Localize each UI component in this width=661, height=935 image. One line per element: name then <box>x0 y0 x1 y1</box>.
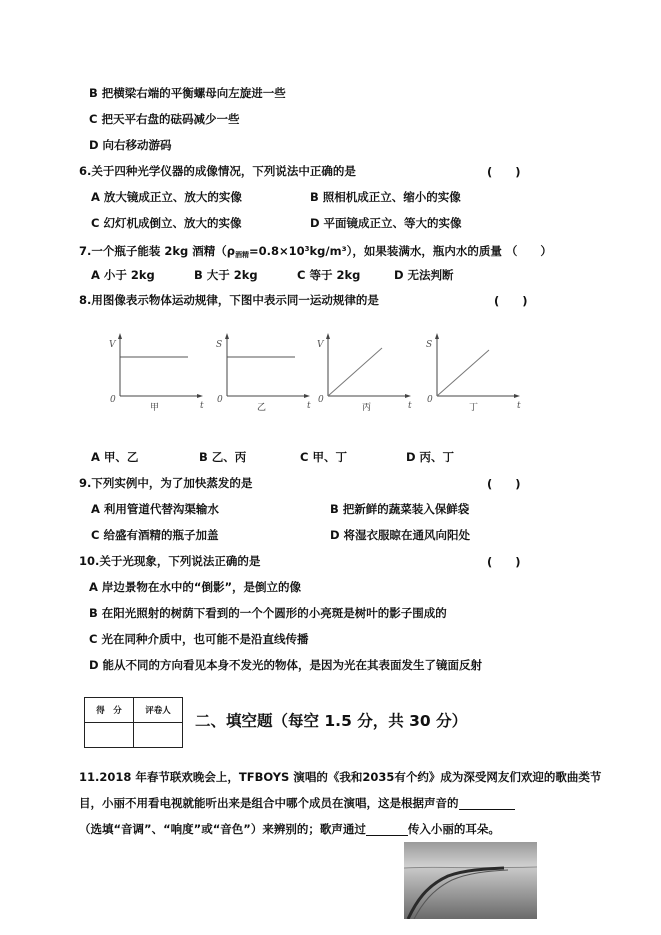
q8-option-d: D 丙、丁 <box>406 450 455 464</box>
q6-answer-paren: ( ) <box>487 165 521 179</box>
q10-answer-paren: ( ) <box>487 555 521 569</box>
q11-blank-1[interactable] <box>459 797 515 810</box>
q10-option-c: C 光在同种介质中，也可能不是沿直线传播 <box>89 632 309 646</box>
q6-option-d: D 平面镜成正立、等大的实像 <box>310 216 462 230</box>
q11-line-2-text: 目，小丽不用看电视就能听出来是组合中哪个成员在演唱，这是根据声音的 <box>79 796 459 810</box>
q11-line-3-text-a: （选填“音调”、“响度”或“音色”）来辨别的；歌声通过 <box>79 822 366 836</box>
q7-option-c: C 等于 2kg <box>297 268 361 282</box>
graph-jia-svg <box>108 330 208 415</box>
q6-option-a: A 放大镜成正立、放大的实像 <box>91 190 242 204</box>
q7-rho-subscript: 酒精 <box>235 251 249 259</box>
q11-line-3 <box>79 822 500 836</box>
bridge-photo <box>404 842 537 919</box>
origin-label: 0 <box>318 395 324 405</box>
score-table <box>84 697 183 748</box>
x-axis-arrow <box>304 394 310 398</box>
graph-jia <box>108 330 208 419</box>
q10-option-b: B 在阳光照射的树荫下看到的一个个圆形的小亮斑是树叶的影子围成的 <box>89 606 447 620</box>
q7-stem-pre: 7.一个瓶子能装 2kg 酒精（ρ <box>79 244 235 258</box>
x-axis-arrow <box>197 394 203 398</box>
q5-option-c: C 把天平右盘的砝码减少一些 <box>89 112 240 126</box>
y-axis-arrow <box>326 333 330 339</box>
score-header: 得 分 <box>85 698 134 723</box>
q11-line-1: 11.2018 年春节联欢晚会上，TFBOYS 演唱的《我和2035有个约》成为深受网友们欢迎的歌曲类节 <box>79 770 602 784</box>
y-axis-label: V <box>317 340 324 350</box>
y-axis-label: S <box>216 340 223 350</box>
q5-option-d: D 向右移动游码 <box>89 138 172 152</box>
q10-stem: 10.关于光现象，下列说法正确的是 <box>79 554 261 568</box>
graph-line <box>437 350 489 396</box>
y-axis-label: S <box>426 340 433 350</box>
graph-caption: 乙 <box>257 403 267 413</box>
q7-stem-mid: =0.8×10 <box>249 244 305 258</box>
y-axis-arrow <box>225 333 229 339</box>
q7-stem-post: kg/m³），如果装满水，瓶内水的质量 （ ） <box>309 244 552 258</box>
graph-ding <box>425 330 525 419</box>
origin-label: 0 <box>427 395 433 405</box>
q9-option-c: C 给盛有酒精的瓶子加盖 <box>91 528 219 542</box>
q7-exponent: 3 <box>304 245 310 253</box>
q7-option-d: D 无法判断 <box>394 268 454 282</box>
sky <box>404 842 537 868</box>
q10-option-a: A 岸边景物在水中的“倒影”，是倒立的像 <box>89 580 302 594</box>
q7-option-a: A 小于 2kg <box>91 268 155 282</box>
grader-header: 评卷人 <box>134 698 183 723</box>
x-axis-label: t <box>307 401 311 411</box>
q10-option-d: D 能从不同的方向看见本身不发光的物体，是因为光在其表面发生了镜面反射 <box>89 658 483 672</box>
y-axis-arrow <box>435 333 439 339</box>
q8-option-b: B 乙、丙 <box>199 450 247 464</box>
q9-stem: 9.下列实例中，为了加快蒸发的是 <box>79 476 253 490</box>
grader-cell[interactable] <box>134 723 183 748</box>
x-axis-arrow <box>405 394 411 398</box>
q11-blank-2[interactable] <box>366 823 408 836</box>
q7-stem <box>79 242 552 262</box>
graph-caption: 丙 <box>362 403 372 413</box>
q7-option-b: B 大于 2kg <box>194 268 258 282</box>
y-axis-arrow <box>118 333 122 339</box>
x-axis-label: t <box>408 401 412 411</box>
score-cell[interactable] <box>85 723 134 748</box>
q6-stem: 6.关于四种光学仪器的成像情况，下列说法中正确的是 <box>79 164 356 178</box>
x-axis-label: t <box>517 401 521 411</box>
q11-line-3-text-b: 传入小丽的耳朵。 <box>407 822 500 836</box>
q9-answer-paren: ( ) <box>487 477 521 491</box>
q9-option-a: A 利用管道代替沟渠输水 <box>91 502 219 516</box>
q9-option-b: B 把新鲜的蔬菜装入保鲜袋 <box>330 502 470 516</box>
q8-option-a: A 甲、乙 <box>91 450 139 464</box>
q8-stem: 8.用图像表示物体运动规律，下图中表示同一运动规律的是 <box>79 293 379 307</box>
section-2-title: 二、填空题（每空 1.5 分，共 30 分） <box>195 712 468 730</box>
graph-bing-svg <box>316 330 416 415</box>
y-axis-label: V <box>109 340 116 350</box>
graph-caption: 丁 <box>469 403 479 413</box>
graph-caption: 甲 <box>150 403 160 413</box>
q6-option-c: C 幻灯机成倒立、放大的实像 <box>91 216 242 230</box>
graph-line <box>328 348 382 396</box>
origin-label: 0 <box>217 395 223 405</box>
graph-yi-svg <box>215 330 315 415</box>
q8-answer-paren: ( ) <box>494 294 528 308</box>
q8-option-c: C 甲、丁 <box>300 450 347 464</box>
horizon <box>404 867 537 868</box>
q6-option-b: B 照相机成正立、缩小的实像 <box>310 190 461 204</box>
q5-option-b: B 把横梁右端的平衡螺母向左旋进一些 <box>89 86 286 100</box>
graph-yi <box>215 330 315 419</box>
origin-label: 0 <box>110 395 116 405</box>
bridge-photo-svg <box>404 842 537 919</box>
graph-bing <box>316 330 416 419</box>
x-axis-label: t <box>200 401 204 411</box>
x-axis-arrow <box>514 394 520 398</box>
graph-ding-svg <box>425 330 525 415</box>
q11-line-2 <box>79 796 515 810</box>
q9-option-d: D 将湿衣服晾在通风向阳处 <box>330 528 471 542</box>
